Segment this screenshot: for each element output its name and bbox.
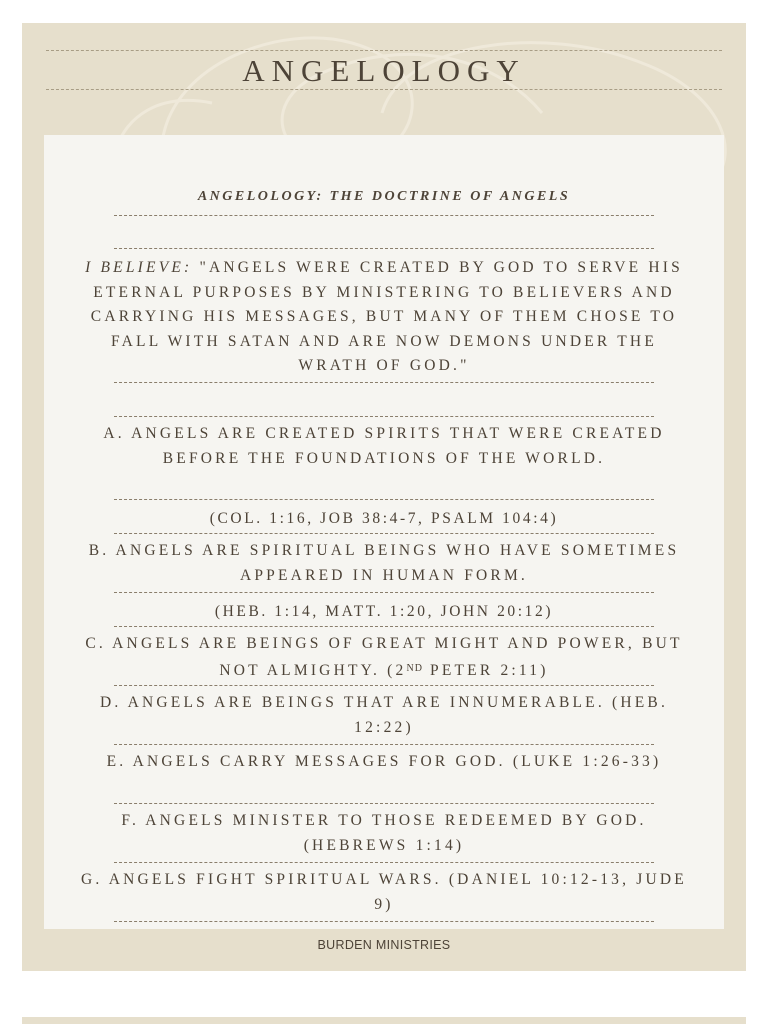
point-g: G. ANGELS FIGHT SPIRITUAL WARS. (DANIEL 10:12-13, JUDE 9) <box>81 871 687 913</box>
point-c-text: C. ANGELS ARE BEINGS OF GREAT MIGHT AND POWER, BUT NOT ALMIGHTY. (2 <box>85 635 683 679</box>
point-c-superscript: ND <box>406 662 423 674</box>
point-a: A. ANGELS ARE CREATED SPIRITS THAT WERE CREATED BEFORE THE FOUNDATIONS OF THE WORLD. <box>103 425 665 467</box>
divider <box>114 248 654 249</box>
belief-text: "ANGELS WERE CREATED BY GOD TO SERVE HIS ETERNAL PURPOSES BY MINISTERING TO BELIEVERS AND CARRYING HIS MESSAGES, BUT MANY OF THEM CHOSE TO FALL WITH SATAN AND ARE NOW DEMONS UNDER THE WRATH OF GOD." <box>90 259 683 374</box>
point-a-reference: (COL. 1:16, JOB 38:4-7, PSALM 104:4) <box>209 510 559 527</box>
next-page-edge <box>22 1017 746 1024</box>
document-page <box>22 23 746 971</box>
divider <box>114 921 654 922</box>
point-c-text-end: PETER 2:11) <box>422 661 549 679</box>
footer-ministry-name: BURDEN MINISTRIES <box>317 938 451 952</box>
divider <box>114 215 654 216</box>
divider <box>114 685 654 686</box>
point-b: B. ANGELS ARE SPIRITUAL BEINGS WHO HAVE SOMETIMES APPEARED IN HUMAN FORM. <box>88 542 680 584</box>
belief-statement <box>74 256 694 379</box>
title-rule-bottom <box>46 89 722 90</box>
point-f: F. ANGELS MINISTER TO THOSE REDEEMED BY GOD. (HEBREWS 1:14) <box>121 812 647 854</box>
divider <box>114 803 654 804</box>
content-card <box>44 135 724 929</box>
point-c <box>74 632 694 683</box>
divider <box>114 499 654 500</box>
title-rule-top <box>46 50 722 51</box>
point-b-reference: (HEB. 1:14, MATT. 1:20, JOHN 20:12) <box>214 603 554 620</box>
point-d: D. ANGELS ARE BEINGS THAT ARE INNUMERABLE. (HEB. 12:22) <box>99 694 669 736</box>
belief-label: I BELIEVE: <box>85 259 193 276</box>
point-e: E. ANGELS CARRY MESSAGES FOR GOD. (LUKE 1:26-33) <box>106 753 662 770</box>
divider <box>114 416 654 417</box>
divider <box>114 533 654 534</box>
divider <box>114 626 654 627</box>
divider <box>114 744 654 745</box>
divider <box>114 862 654 863</box>
divider <box>114 592 654 593</box>
doctrine-heading: ANGELOLOGY: THE DOCTRINE OF ANGELS <box>197 189 571 204</box>
page-title: ANGELOLOGY <box>242 53 526 88</box>
divider <box>114 382 654 383</box>
